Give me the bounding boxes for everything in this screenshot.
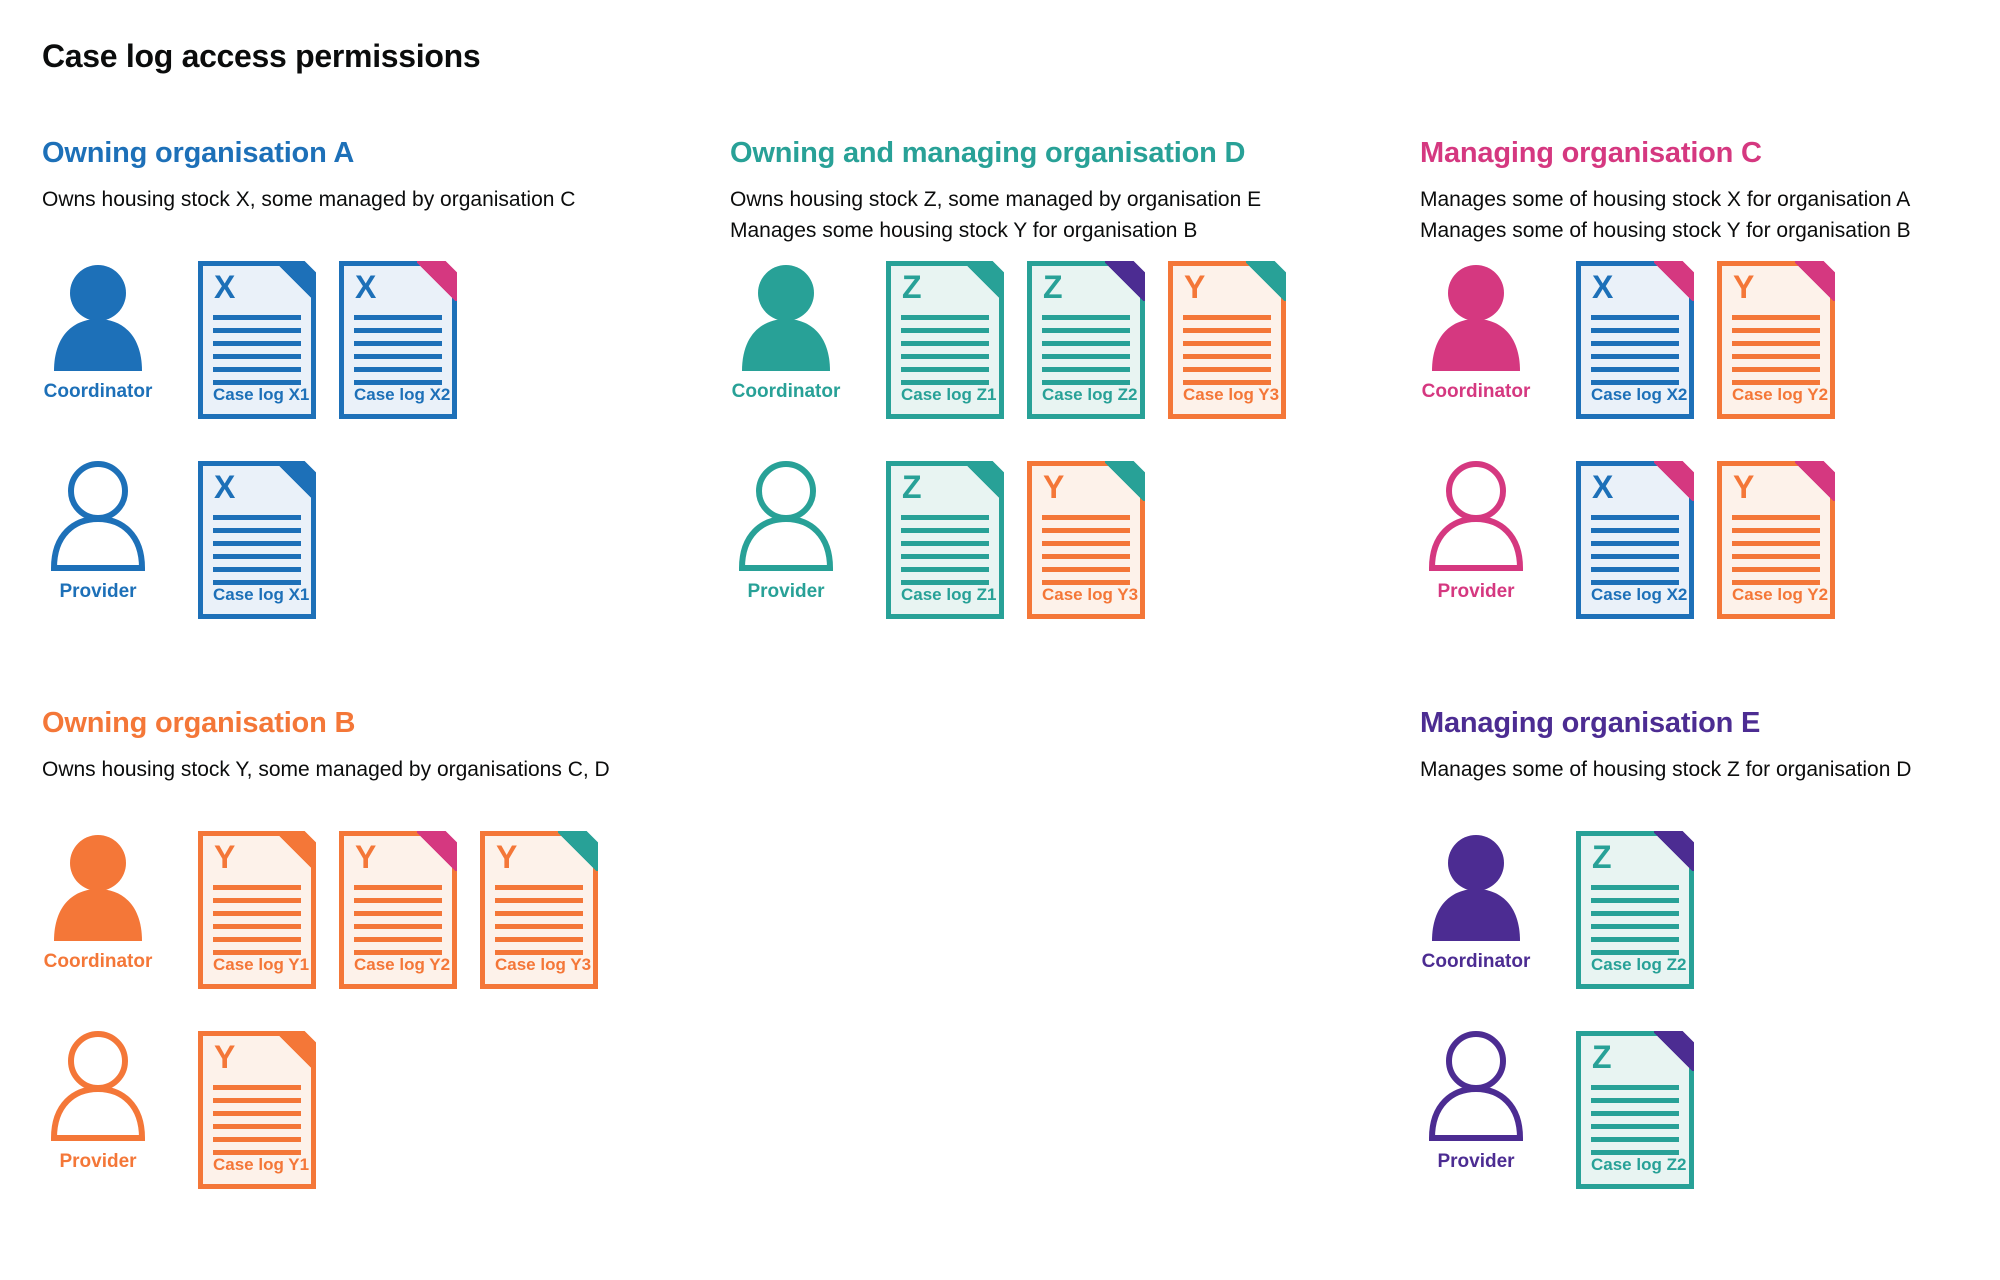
text-lines-decoration [495,885,583,963]
case-log-label: Case log X2 [354,385,451,404]
folded-corner-icon [417,261,457,301]
stock-letter: X [355,269,377,305]
folded-corner-icon [417,831,457,871]
coordinator-icon [50,831,146,943]
case-log-doc [480,831,598,989]
folded-corner-icon [1246,261,1286,301]
stock-letter: Z [1592,1039,1612,1075]
case-log-doc [1576,261,1694,419]
doc-list [886,261,1286,419]
provider-figure [42,1031,154,1173]
stock-letter: Z [1043,269,1063,305]
section-description: Owns housing stock X, some managed by organisation C [42,188,576,211]
role-label: Coordinator [43,951,153,972]
stock-letter: Y [496,839,518,875]
folded-corner-icon [964,461,1004,501]
case-log-doc [1717,261,1835,419]
stock-letter: Y [1043,469,1065,505]
folded-corner-icon [276,1031,316,1071]
coordinator-row [1420,261,1960,419]
provider-row [42,461,730,619]
case-log-label: Case log Z1 [901,585,997,604]
role-label: Provider [1437,1151,1515,1172]
coordinator-figure [1420,261,1532,403]
case-log-label: Case log Y2 [1732,585,1829,604]
case-log-doc [339,831,457,989]
text-lines-decoration [1732,515,1820,593]
case-log-doc [1576,1031,1694,1189]
case-log-label: Case log Y1 [213,955,310,974]
text-lines-decoration [1183,315,1271,393]
case-log-label: Case log Z2 [1591,955,1687,974]
provider-row [1420,461,1960,619]
folded-corner-icon [1654,831,1694,871]
case-log-label: Case log X2 [1591,585,1688,604]
text-lines-decoration [213,1085,301,1163]
doc-list [198,461,316,619]
doc-list [1576,831,1694,989]
doc-list [1576,261,1835,419]
coordinator-figure [1420,831,1532,973]
stock-letter: Z [902,469,922,505]
case-log-doc [198,461,316,619]
folded-corner-icon [1105,261,1145,301]
folded-corner-icon [964,261,1004,301]
section-owning-organisation-a [42,137,730,619]
case-log-label: Case log Z2 [1591,1155,1687,1174]
case-log-label: Case log X1 [213,385,310,404]
text-lines-decoration [901,315,989,393]
section-header [42,137,730,261]
doc-list [1576,461,1835,619]
case-log-doc [1027,461,1145,619]
role-label: Provider [1437,581,1515,602]
role-label: Coordinator [1421,951,1531,972]
text-lines-decoration [1591,315,1679,393]
provider-row [730,461,1420,619]
case-log-label: Case log Z2 [1042,385,1138,404]
coordinator-icon [1428,261,1524,373]
coordinator-row [42,261,730,419]
stock-letter: X [1592,269,1614,305]
doc-list [198,1031,316,1189]
role-label: Coordinator [731,381,841,402]
provider-row [1420,1031,1960,1189]
coordinator-icon [1428,831,1524,943]
stock-letter: X [1592,469,1614,505]
case-log-doc [1576,461,1694,619]
role-label: Coordinator [43,381,153,402]
stock-letter: Z [902,269,922,305]
folded-corner-icon [1795,261,1835,301]
text-lines-decoration [1591,1085,1679,1163]
section-title: Owning organisation B [42,707,356,739]
provider-icon [738,461,834,573]
section-header [42,707,730,831]
case-log-doc [198,1031,316,1189]
folded-corner-icon [1654,1031,1694,1071]
section-title: Owning organisation A [42,137,355,169]
case-log-doc [1717,461,1835,619]
provider-icon [50,1031,146,1143]
section-title: Owning and managing organisation D [730,137,1246,169]
case-log-doc [886,461,1004,619]
text-lines-decoration [213,515,301,593]
role-label: Provider [59,1151,137,1172]
coordinator-icon [50,261,146,373]
provider-icon [1428,1031,1524,1143]
role-label: Coordinator [1421,381,1531,402]
text-lines-decoration [213,315,301,393]
folded-corner-icon [276,461,316,501]
stock-letter: Y [214,1039,236,1075]
provider-figure [42,461,154,603]
role-label: Provider [747,581,825,602]
section-description: Manages some of housing stock Z for organisation D [1420,758,1912,781]
case-log-label: Case log Y2 [354,955,451,974]
case-log-label: Case log Y3 [1042,585,1139,604]
stock-letter: X [214,469,236,505]
case-log-label: Case log X1 [213,585,310,604]
folded-corner-icon [276,831,316,871]
coordinator-row [730,261,1420,419]
coordinator-row [42,831,730,989]
provider-figure [1420,461,1532,603]
page-title: Case log access permissions [42,38,481,74]
provider-figure [730,461,842,603]
folded-corner-icon [1105,461,1145,501]
coordinator-icon [738,261,834,373]
folded-corner-icon [1654,261,1694,301]
text-lines-decoration [1591,885,1679,963]
stock-letter: Y [1733,469,1755,505]
text-lines-decoration [1042,515,1130,593]
text-lines-decoration [354,315,442,393]
provider-row [42,1031,730,1189]
section-description: Manages some housing stock Y for organisation B [730,219,1198,242]
case-log-label: Case log Y1 [213,1155,310,1174]
text-lines-decoration [213,885,301,963]
case-log-label: Case log Y3 [495,955,592,974]
section-managing-organisation-c [1420,137,1960,619]
doc-list [886,461,1145,619]
folded-corner-icon [1795,461,1835,501]
doc-list [198,261,457,419]
case-log-label: Case log X2 [1591,385,1688,404]
section-description: Manages some of housing stock X for organisation A [1420,188,1911,211]
case-log-doc [1168,261,1286,419]
case-log-doc [1576,831,1694,989]
section-header [730,137,1420,261]
section-header [1420,137,1960,261]
role-label: Provider [59,581,137,602]
section-description: Owns housing stock Y, some managed by organisations C, D [42,758,610,781]
stock-letter: Y [355,839,377,875]
coordinator-figure [730,261,842,403]
doc-list [1576,1031,1694,1189]
case-log-doc [339,261,457,419]
folded-corner-icon [558,831,598,871]
stock-letter: Y [1733,269,1755,305]
text-lines-decoration [354,885,442,963]
text-lines-decoration [901,515,989,593]
text-lines-decoration [1591,515,1679,593]
stock-letter: Z [1592,839,1612,875]
case-log-label: Case log Y3 [1183,385,1280,404]
case-log-label: Case log Y2 [1732,385,1829,404]
section-header [1420,707,1960,831]
coordinator-figure [42,261,154,403]
case-log-doc [1027,261,1145,419]
section-description: Manages some of housing stock Y for organisation B [1420,219,1911,242]
text-lines-decoration [1732,315,1820,393]
case-log-doc [198,831,316,989]
section-title: Managing organisation C [1420,137,1762,169]
stock-letter: Y [1184,269,1206,305]
section-description: Owns housing stock Z, some managed by organisation E [730,188,1262,211]
folded-corner-icon [276,261,316,301]
permissions-diagram [42,137,1960,1189]
text-lines-decoration [1042,315,1130,393]
case-log-doc [886,261,1004,419]
section-managing-organisation-e [1420,707,1960,1189]
coordinator-figure [42,831,154,973]
section-owning-and-managing-organisation-d [730,137,1420,619]
coordinator-row [1420,831,1960,989]
section-owning-organisation-b [42,707,730,1189]
provider-figure [1420,1031,1532,1173]
case-log-doc [198,261,316,419]
provider-icon [50,461,146,573]
stock-letter: Y [214,839,236,875]
section-title: Managing organisation E [1420,707,1761,739]
folded-corner-icon [1654,461,1694,501]
stock-letter: X [214,269,236,305]
case-log-label: Case log Z1 [901,385,997,404]
doc-list [198,831,598,989]
provider-icon [1428,461,1524,573]
